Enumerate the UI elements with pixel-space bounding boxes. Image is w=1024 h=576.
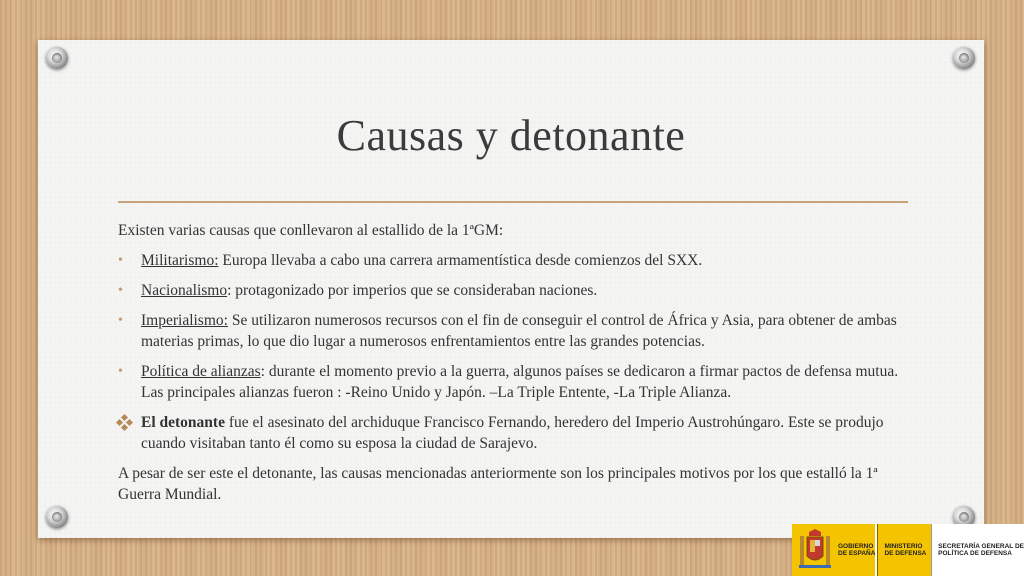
bullet-term: Nacionalismo xyxy=(141,282,228,299)
slide-title: Causas y detonante xyxy=(336,111,686,160)
bullet-icon: • xyxy=(118,253,123,268)
detonante-text: fue el asesinato del archiduque Francisco Fernando, heredero del Imperio Austrohúngaro. Este se produjo cuando visitaban tanto él como su esposa la ciudad de Sarajevo. xyxy=(141,414,884,452)
title-divider xyxy=(118,201,908,203)
bullet-text: : durante el momento previo a la guerra, algunos países se dedicaron a firmar pactos de defensa mutua. Las principales alianzas fueron : -Reino Unido y Japón. –La Triple Entente, -La Triple Alianza. xyxy=(141,363,899,401)
logo-line: MINISTERIO xyxy=(884,542,923,550)
detonante-term: El detonante xyxy=(141,414,225,431)
ministerio-text xyxy=(884,543,926,558)
conclusion-text: A pesar de ser este el detonante, las causas mencionadas anteriormente son los principales motivos por los que estalló la 1ª Guerra Mundial. xyxy=(118,465,878,503)
bullet-term: Política de alianzas xyxy=(141,363,261,380)
list-item xyxy=(118,250,918,271)
secretaria-block xyxy=(931,524,1024,576)
bullet-text: Se utilizaron numerosos recursos con el fin de conseguir el control de África y Asia, para obtener de ambas materias primas, lo que dio lugar a numerosos enfrentamientos entre las grandes potencias. xyxy=(141,312,897,350)
logo-line: DE DEFENSA xyxy=(884,550,927,557)
gobierno-block xyxy=(792,524,875,576)
logo-line: POLÍTICA DE DEFENSA xyxy=(938,550,1012,557)
list-item xyxy=(118,310,918,352)
government-logo xyxy=(792,524,1024,576)
list-item xyxy=(118,361,918,403)
gobierno-text xyxy=(838,543,875,558)
slide xyxy=(38,40,984,538)
pin-top-left-icon xyxy=(46,47,68,69)
diamond-bullet-icon xyxy=(116,414,134,432)
secretaria-text xyxy=(938,543,1024,558)
bullet-text: Europa llevaba a cabo una carrera armamentística desde comienzos del SXX. xyxy=(218,252,703,269)
list-item xyxy=(118,280,918,301)
bullet-term: Militarismo: xyxy=(141,252,219,269)
pin-bottom-left-icon xyxy=(46,506,68,528)
intro-text: Existen varias causas que conllevaron al estallido de la 1ªGM: xyxy=(118,222,504,239)
bullet-text: : protagonizado por imperios que se consideraban naciones. xyxy=(227,282,598,299)
bullet-icon: • xyxy=(118,283,123,298)
slide-body xyxy=(118,220,918,514)
ministerio-block xyxy=(877,524,931,576)
coat-of-arms-icon xyxy=(798,528,832,572)
logo-line: DE ESPAÑA xyxy=(838,550,876,557)
pin-top-right-icon xyxy=(953,47,975,69)
logo-line: GOBIERNO xyxy=(838,542,874,550)
bullet-icon: • xyxy=(118,364,123,379)
detonante-item xyxy=(118,412,918,454)
logo-line: SECRETARÍA GENERAL DE xyxy=(938,542,1024,550)
bullet-icon: • xyxy=(118,313,123,328)
bullet-term: Imperialismo: xyxy=(141,312,228,329)
